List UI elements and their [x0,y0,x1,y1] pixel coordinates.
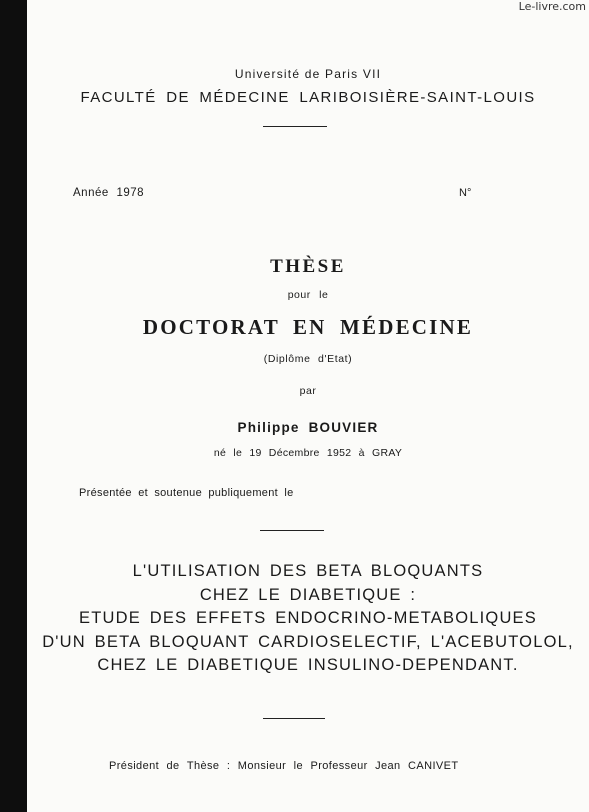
author-birth-info: né le 19 Décembre 1952 à GRAY [213,447,403,459]
par-text: par [299,385,317,397]
year-label: Année 1978 [73,187,145,199]
binding-spine [0,0,27,812]
thesis-heading: THÈSE [270,256,346,277]
university-name: Université de Paris VII [234,67,382,81]
thesis-title [27,560,589,678]
divider-1 [263,126,327,127]
thesis-cover-page [27,0,589,812]
title-line: ETUDE DES EFFETS ENDOCRINO-METABOLIQUES [79,609,537,627]
degree-title: DOCTORAT EN MÉDECINE [142,315,474,339]
pour-le-text: pour le [287,289,329,301]
faculty-name: FACULTÉ DE MÉDECINE LARIBOISIÈRE-SAINT-LOUIS [80,89,536,106]
diploma-note: (Diplôme d'Etat) [263,353,353,365]
divider-3 [263,718,325,719]
title-line: L'UTILISATION DES BETA BLOQUANTS [132,562,484,580]
title-line: D'UN BETA BLOQUANT CARDIOSELECTIF, L'ACEBUTOLOL, [42,632,574,651]
number-label: N° [459,187,472,199]
title-line: CHEZ LE DIABETIQUE : [199,585,417,604]
presentation-line: Présentée et soutenue publiquement le [79,487,294,499]
watermark: Le-livre.com [518,0,586,13]
author-name: Philippe BOUVIER [237,420,379,435]
thesis-president: Président de Thèse : Monsieur le Professeur Jean CANIVET [109,760,459,772]
title-line: CHEZ LE DIABETIQUE INSULINO-DEPENDANT. [97,656,519,674]
divider-2 [260,530,324,531]
